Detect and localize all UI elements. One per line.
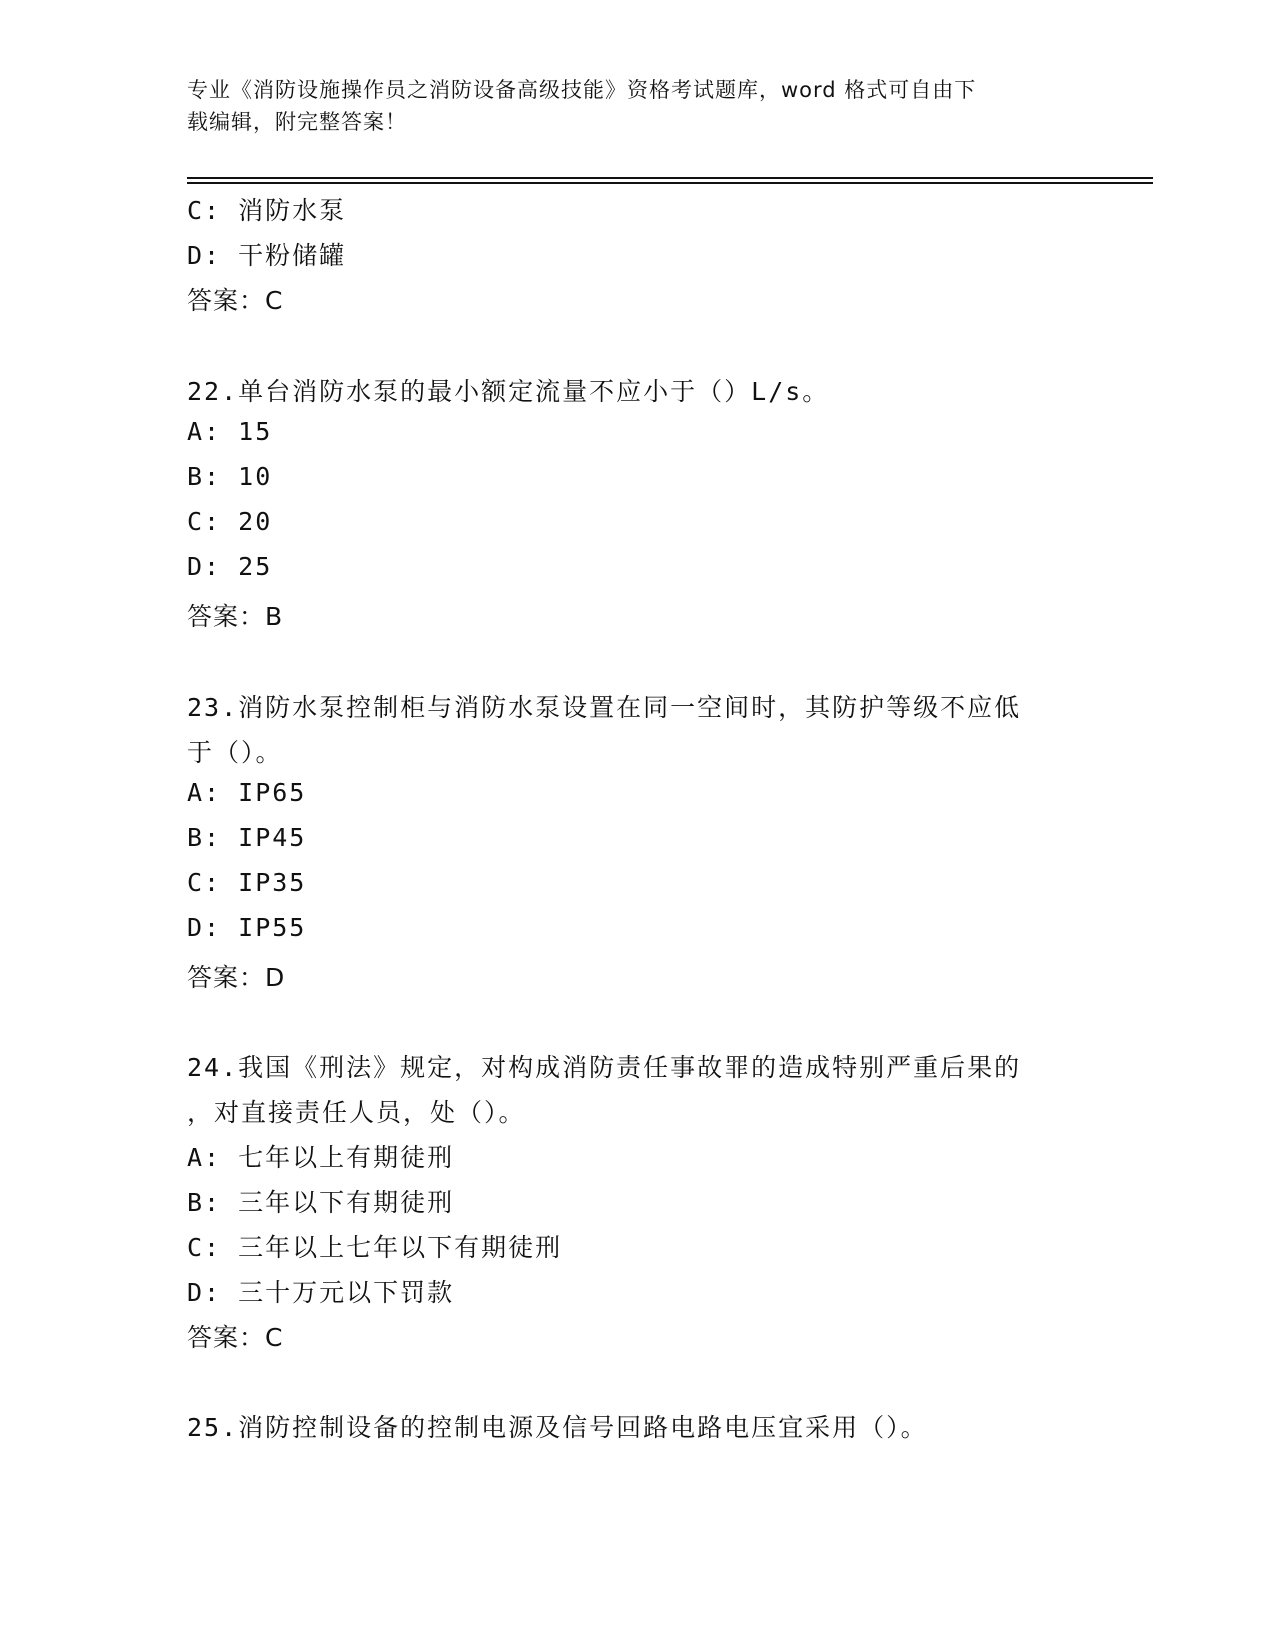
q21-answer: 答案：C bbox=[187, 286, 284, 315]
q24-option-c: C: 三年以上七年以下有期徒刑 bbox=[187, 1233, 563, 1262]
q23-option-a: A: IP65 bbox=[187, 778, 307, 807]
q23-option-d: D: IP55 bbox=[187, 913, 307, 942]
document-header bbox=[187, 74, 1067, 138]
q24-question-line-2: ，对直接责任人员，处（）。 bbox=[187, 1098, 526, 1127]
q24-option-b: B: 三年以下有期徒刑 bbox=[187, 1188, 455, 1217]
q21-option-c: C: 消防水泵 bbox=[187, 196, 347, 225]
q24-option-d: D: 三十万元以下罚款 bbox=[187, 1278, 455, 1307]
q22-question: 22.单台消防水泵的最小额定流量不应小于（）L/s。 bbox=[187, 377, 830, 406]
header-line-1: 专业《消防设施操作员之消防设备高级技能》资格考试题库，word 格式可自由下 bbox=[187, 78, 977, 102]
header-divider-top bbox=[187, 177, 1153, 179]
q24-question-line-1: 24.我国《刑法》规定，对构成消防责任事故罪的造成特别严重后果的 bbox=[187, 1053, 1022, 1082]
header-divider-bottom bbox=[187, 182, 1153, 184]
q24-answer: 答案：C bbox=[187, 1323, 284, 1352]
q21-option-d: D: 干粉储罐 bbox=[187, 241, 347, 270]
q22-option-c: C: 20 bbox=[187, 507, 273, 536]
q24-option-a: A: 七年以上有期徒刑 bbox=[187, 1143, 455, 1172]
q23-answer: 答案：D bbox=[187, 963, 286, 992]
q23-option-c: C: IP35 bbox=[187, 868, 307, 897]
q23-option-b: B: IP45 bbox=[187, 823, 307, 852]
q23-question-line-1: 23.消防水泵控制柜与消防水泵设置在同一空间时，其防护等级不应低 bbox=[187, 693, 1022, 722]
q22-option-b: B: 10 bbox=[187, 462, 273, 491]
q22-option-a: A: 15 bbox=[187, 417, 273, 446]
q23-question-line-2: 于（）。 bbox=[187, 738, 283, 767]
q22-option-d: D: 25 bbox=[187, 552, 273, 581]
header-line-2: 载编辑，附完整答案！ bbox=[187, 110, 407, 134]
q22-answer: 答案：B bbox=[187, 602, 284, 631]
q25-question: 25.消防控制设备的控制电源及信号回路电路电压宜采用（）。 bbox=[187, 1413, 928, 1442]
